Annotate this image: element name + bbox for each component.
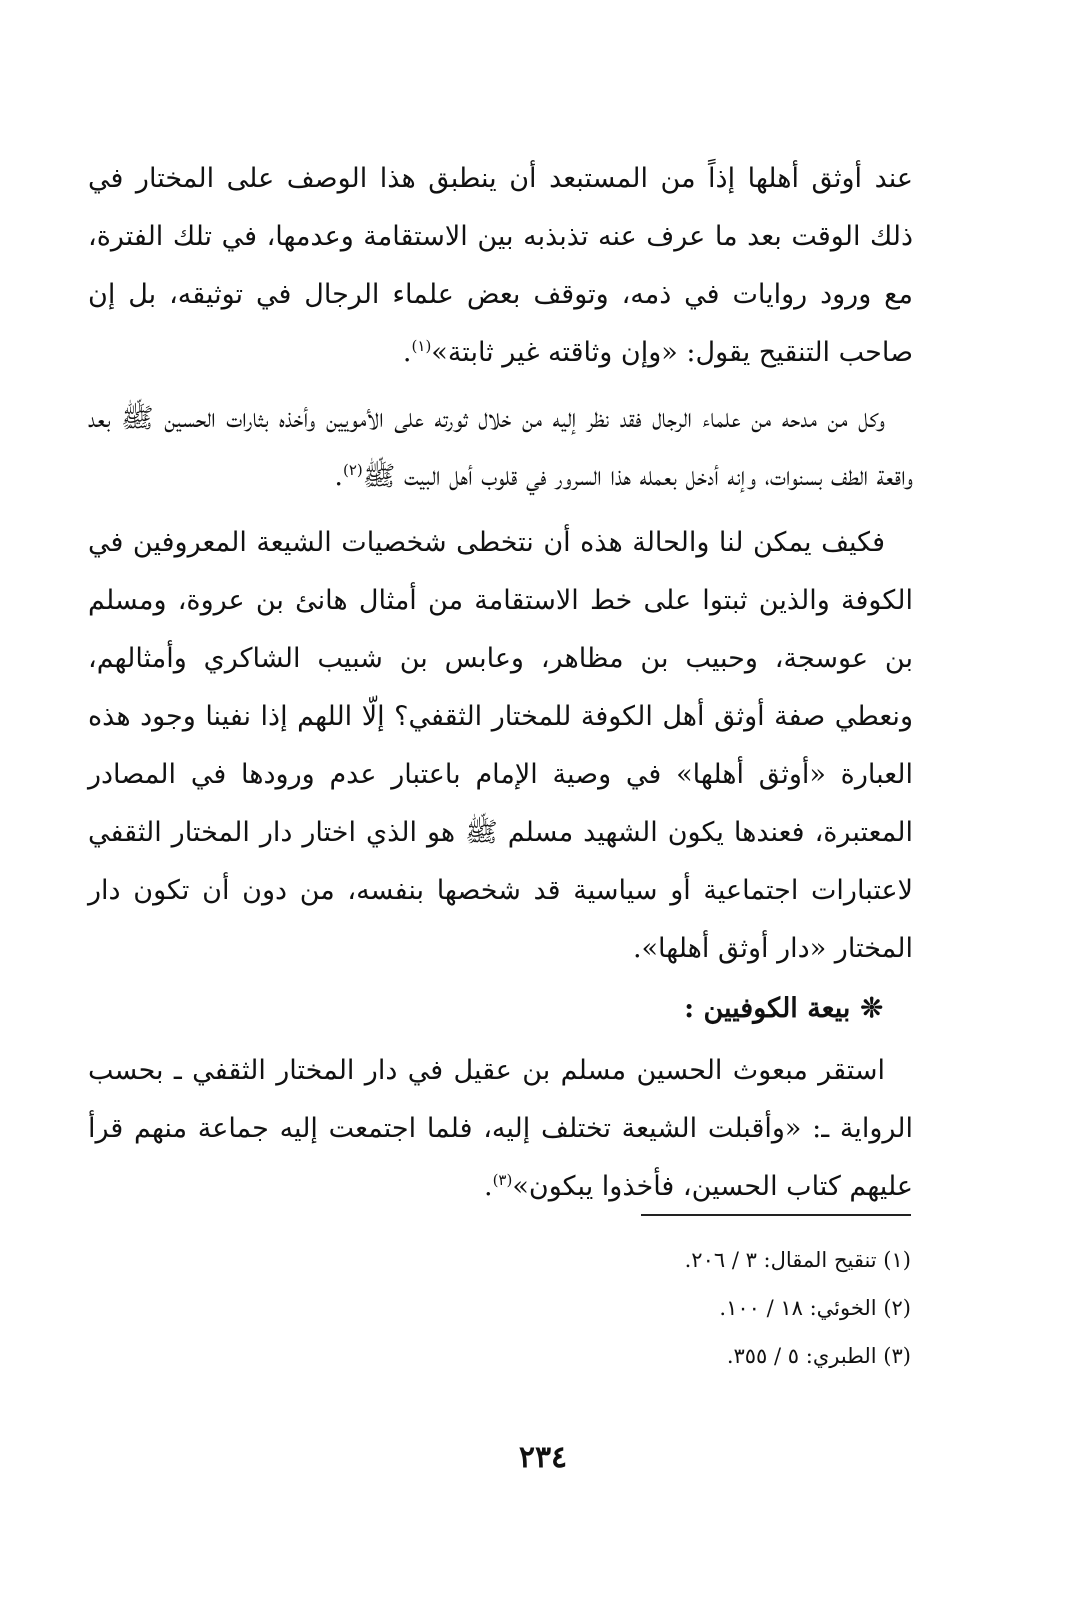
star-icon: ❊ (860, 993, 883, 1024)
paragraph-2 (88, 390, 913, 506)
footnote-divider (641, 1214, 911, 1216)
paragraph-4-tail: . (483, 1171, 493, 1202)
section-heading (88, 982, 883, 1036)
footnote-3: (٣) الطبري: ٥ / ٣٥٥. (726, 1344, 911, 1368)
page-body (88, 150, 913, 1216)
footnotes-list (511, 1236, 911, 1380)
page-number: ٢٣٤ (518, 1440, 568, 1475)
section-heading-text: بيعة الكوفيين : (684, 993, 851, 1024)
paragraph-4 (88, 1042, 913, 1216)
footnote-2: (٢) الخوئي: ١٨ / ١٠٠. (719, 1296, 911, 1320)
footnote-ref-2[interactable]: (٢) (343, 461, 363, 479)
footnote-ref-1[interactable]: (١) (411, 337, 432, 355)
paragraph-3-text: فكيف يمكن لنا والحالة هذه أن نتخطى شخصيات الشيعة المعروفين في الكوفة والذين ثبتوا على خط الاستقامة من أمثال هانئ بن عروة، ومسلم بن عوسجة، وحبيب بن مظاهر، وعابس بن شبيب الشاكري وأمثالهم، ونعطي صفة أوثق أهل الكوفة للمختار الثقفي؟ إلّا اللهم إذا نفينا وجود هذه العبارة «أوثق أهلها» في وصية الإمام باعتبار عدم ورودها في المصادر المعتبرة، فعندها يكون الشهيد مسلم ﷺ هو الذي اختار دار المختار الثقفي لاعتبارات اجتماعية أو سياسية قد شخصها بنفسه، من دون أن تكون دار المختار «دار أوثق أهلها». (88, 527, 913, 964)
paragraph-2-text: وكل من مدحه من علماء الرجال فقد نظر إليه من خلال ثورته على الأمويين وأخذه بثارات الحسين ﷺ بعد واقعة الطف بسنوات، وإنه أدخل بعمله هذا السرور في قلوب أهل البيت ﷺ (88, 403, 913, 492)
paragraph-1-text: عند أوثق أهلها إذاً من المستبعد أن ينطبق هذا الوصف على المختار في ذلك الوقت بعد ما عرف عنه تذبذبه بين الاستقامة وعدمها، في تلك الفترة، مع ورود روايات في ذمه، وتوقف بعض علماء الرجال في توثيقه، بل إن صاحب التنقيح يقول: «وإن وثاقته غير ثابتة» (88, 163, 913, 368)
paragraph-1-tail: . (402, 337, 412, 368)
footnote-1: (١) تنقيح المقال: ٣ / ٢٠٦. (684, 1248, 911, 1272)
paragraph-3 (88, 514, 913, 978)
footnote-ref-3[interactable]: (٣) (492, 1171, 513, 1189)
paragraph-1 (88, 150, 913, 382)
paragraph-4-text: استقر مبعوث الحسين مسلم بن عقيل في دار المختار الثقفي ـ بحسب الرواية ـ: «وأقبلت الشيعة تختلف إليه، فلما اجتمعت إليه جماعة منهم قرأ عليهم كتاب الحسين، فأخذوا يبكون» (88, 1055, 913, 1202)
paragraph-2-tail: . (334, 461, 343, 492)
